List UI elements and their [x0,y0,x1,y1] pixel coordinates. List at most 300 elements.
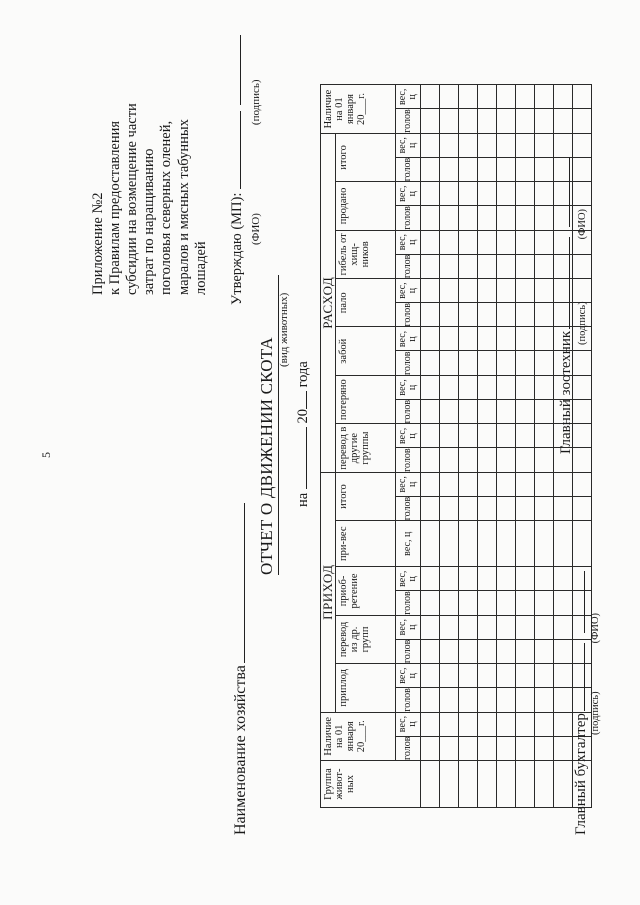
date-year-blank [294,391,307,409]
blank-cell [478,206,497,230]
blank-cell [516,448,535,472]
unit-weight: вес, ц [396,182,421,206]
accountant-signature-caption: (подпись) [590,691,601,735]
blank-cell [497,279,516,303]
accountant-fio-caption: (ФИО) [590,612,601,644]
table-row [478,85,497,808]
income-col-total: итого [336,472,396,520]
blank-cell [459,448,478,472]
expense-col-predators: гибель от хищ-ников [336,230,396,278]
approval-fio-caption: (ФИО) [250,213,262,245]
blank-cell [421,375,440,399]
blank-cell [554,133,573,157]
blank-cell [478,736,497,760]
blank-cell [421,230,440,254]
blank-cell [478,399,497,423]
blank-cell [535,496,554,520]
blank-cell [516,639,535,663]
blank-cell [421,424,440,448]
blank-cell [535,472,554,496]
blank-cell [497,157,516,181]
blank-cell [573,375,592,399]
blank-cell [497,496,516,520]
income-col-transfer-in: перевод из др. групп [336,615,396,663]
blank-cell [516,279,535,303]
blank-cell [421,496,440,520]
blank-cell [516,85,535,109]
livestock-movement-table [320,84,592,808]
accountant-captions [590,613,602,735]
date-day-blank [294,427,307,489]
chief-zootechnician-label: Главный зоотехник [558,330,574,454]
blank-cell [497,303,516,327]
blank-cell [421,472,440,496]
blank-cell [573,448,592,472]
blank-cell [535,85,554,109]
farm-name-label: Наименование хозяйства [232,665,249,835]
blank-cell [421,206,440,230]
blank-cell [459,85,478,109]
blank-cell [573,424,592,448]
blank-cell [497,664,516,688]
blank-cell [554,109,573,133]
blank-cell [421,761,440,808]
blank-cell [516,399,535,423]
unit-head: голов [396,688,421,712]
blank-cell [478,664,497,688]
blank-cell [573,133,592,157]
blank-cell [573,496,592,520]
expense-col-lost: потеряно [336,375,396,423]
blank-cell [535,736,554,760]
blank-cell [459,279,478,303]
blank-cell [516,591,535,615]
unit-weight: вес, ц [396,424,421,448]
chief-accountant-label: Главный бухгалтер [573,713,589,835]
blank-cell [535,230,554,254]
blank-cell [573,109,592,133]
appendix-line: поголовья северных оленей, [158,120,175,295]
blank-cell [421,688,440,712]
income-col-weight-gain: при-вес [336,521,396,567]
blank-cell [535,399,554,423]
blank-cell [421,327,440,351]
blank-cell [497,424,516,448]
blank-cell [440,521,459,567]
blank-cell [516,761,535,808]
blank-cell [440,109,459,133]
unit-head: голов [396,303,421,327]
blank-cell [497,327,516,351]
blank-cell [478,375,497,399]
blank-cell [497,712,516,736]
table-row [459,85,478,808]
income-col-offspring: приплод [336,664,396,712]
blank-cell [440,567,459,591]
blank-cell [535,448,554,472]
blank-cell [573,157,592,181]
blank-cell [440,351,459,375]
blank-cell [440,496,459,520]
blank-cell [478,303,497,327]
unit-head: голов [396,496,421,520]
blank-cell [516,567,535,591]
blank-cell [421,399,440,423]
blank-cell [516,133,535,157]
blank-cell [440,254,459,278]
blank-cell [459,472,478,496]
blank-cell [535,615,554,639]
blank-cell [554,761,573,808]
blank-cell [459,351,478,375]
animal-kind-caption: (вид животных) [278,292,290,367]
zootech-captions [577,209,589,345]
blank-cell [440,736,459,760]
blank-cell [516,615,535,639]
unit-weight: вес, ц [396,664,421,688]
income-header: ПРИХОД [321,472,336,712]
blank-cell [478,448,497,472]
blank-cell [440,615,459,639]
blank-cell [421,109,440,133]
blank-cell [478,688,497,712]
appendix-line: лошадей [192,241,209,295]
blank-cell [440,399,459,423]
blank-cell [459,496,478,520]
blank-cell [421,182,440,206]
blank-cell [497,615,516,639]
unit-head: голов [396,399,421,423]
blank-cell [516,351,535,375]
blank-cell [478,133,497,157]
blank-cell [459,664,478,688]
unit-head: голов [396,351,421,375]
blank-cell [459,303,478,327]
appendix-line: к Правилам предоставления [107,120,124,295]
blank-cell [535,591,554,615]
blank-cell [554,567,573,591]
blank-cell [440,639,459,663]
blank-cell [535,303,554,327]
blank-cell [478,639,497,663]
blank-cell [535,375,554,399]
blank-cell [421,254,440,278]
blank-cell [516,712,535,736]
blank-cell [421,448,440,472]
blank-cell [478,254,497,278]
expense-col-slaughter: забой [336,327,396,375]
blank-cell [497,133,516,157]
date-suffix: года [295,361,311,388]
unit-head: голов [396,448,421,472]
approval-label: Утверждаю (МП): [229,192,245,305]
blank-cell [554,472,573,496]
blank-cell [459,109,478,133]
blank-cell [535,688,554,712]
table-row [535,85,554,808]
expense-col-died: пало [336,279,396,327]
blank-cell [535,351,554,375]
blank-cell [440,230,459,254]
blank-cell [459,736,478,760]
blank-cell [516,182,535,206]
opening-balance-header: Наличие на 01 января 20___г. [321,712,396,760]
approval-captions [250,79,263,245]
blank-cell [554,591,573,615]
blank-cell [459,424,478,448]
blank-cell [535,567,554,591]
blank-cell [440,448,459,472]
blank-cell [459,182,478,206]
unit-head: голов [396,206,421,230]
blank-cell [459,639,478,663]
chief-zootechnician-line [557,157,575,454]
blank-cell [573,472,592,496]
blank-cell [421,279,440,303]
blank-cell [440,85,459,109]
blank-cell [516,664,535,688]
appendix-line: маралов и мясных табунных [175,119,192,295]
blank-cell [554,639,573,663]
blank-cell [535,424,554,448]
blank-cell [478,109,497,133]
blank-cell [497,736,516,760]
table-row [440,85,459,808]
blank-cell [497,688,516,712]
blank-cell [516,109,535,133]
blank-cell [459,230,478,254]
blank-cell [421,567,440,591]
blank-cell [440,133,459,157]
blank-cell [516,736,535,760]
unit-weight: вес, ц [396,375,421,399]
blank-cell [573,399,592,423]
blank-cell [478,182,497,206]
report-title: ОТЧЕТ О ДВИЖЕНИИ СКОТА [257,337,276,575]
blank-cell [497,521,516,567]
blank-cell [497,351,516,375]
page-number: 5 [39,452,53,458]
blank-cell [516,157,535,181]
unit-weight: вес, ц [396,615,421,639]
blank-cell [421,521,440,567]
zootech-signature-blank [557,237,570,329]
expense-header: РАСХОД [321,133,336,472]
blank-cell [440,761,459,808]
blank-cell [459,157,478,181]
blank-cell [535,133,554,157]
blank-cell [459,206,478,230]
blank-cell [478,230,497,254]
zootech-fio-blank [557,157,570,227]
unit-head: голов [396,109,421,133]
blank-cell [478,761,497,808]
blank-cell [497,448,516,472]
blank-cell [440,712,459,736]
blank-cell [440,591,459,615]
blank-cell [497,109,516,133]
approval-line [228,35,246,305]
blank-cell [421,85,440,109]
expense-col-sold: продано [336,182,396,230]
blank-cell [497,639,516,663]
blank-cell [554,664,573,688]
date-prefix: на [295,492,311,507]
blank-cell [478,327,497,351]
report-date-line [294,361,312,507]
blank-cell [573,182,592,206]
blank-cell [478,496,497,520]
table-row [421,85,440,808]
blank-cell [516,424,535,448]
blank-cell [554,496,573,520]
closing-balance-header: Наличие на 01 января 20___г. [321,85,396,133]
blank-cell [421,712,440,736]
accountant-fio-blank [572,571,585,633]
blank-cell [554,688,573,712]
approval-fio-blank [228,111,241,189]
blank-cell [516,472,535,496]
blank-cell [459,327,478,351]
appendix-line: субсидии на возмещение части [124,103,141,295]
blank-cell [459,254,478,278]
blank-cell [516,206,535,230]
blank-cell [440,424,459,448]
blank-cell [497,230,516,254]
blank-cell [459,615,478,639]
unit-head: голов [396,157,421,181]
blank-cell [554,736,573,760]
blank-cell [421,303,440,327]
blank-cell [497,375,516,399]
unit-weight: вес, ц [396,327,421,351]
blank-cell [459,375,478,399]
blank-cell [497,472,516,496]
blank-cell [497,254,516,278]
blank-cell [516,254,535,278]
blank-cell [535,182,554,206]
approval-signature-blank [228,35,241,105]
blank-cell [478,351,497,375]
blank-cell [535,206,554,230]
group-header: Группа живот-ных [321,761,421,808]
blank-cell [459,567,478,591]
blank-cell [478,591,497,615]
blank-cell [478,424,497,448]
blank-cell [497,85,516,109]
blank-cell [535,521,554,567]
zootech-fio-caption: (ФИО) [577,208,588,240]
blank-cell [554,615,573,639]
blank-cell [421,591,440,615]
blank-cell [421,639,440,663]
date-year-prefix: 20 [295,409,311,424]
appendix-line: Приложение №2 [90,192,106,295]
unit-weight: вес, ц [396,567,421,591]
table-row [497,85,516,808]
blank-cell [535,254,554,278]
unit-weight: вес, ц [396,712,421,736]
blank-cell [573,351,592,375]
blank-cell [459,712,478,736]
blank-cell [440,206,459,230]
blank-cell [459,133,478,157]
blank-cell [421,664,440,688]
blank-cell [497,206,516,230]
blank-cell [516,521,535,567]
blank-cell [535,664,554,688]
blank-cell [440,375,459,399]
blank-cell [478,567,497,591]
blank-cell [516,375,535,399]
blank-cell [459,761,478,808]
appendix-heading [90,0,210,295]
blank-cell [478,85,497,109]
blank-cell [421,157,440,181]
blank-cell [516,496,535,520]
blank-cell [478,279,497,303]
blank-cell [459,591,478,615]
blank-cell [535,157,554,181]
blank-cell [478,521,497,567]
farm-name-blank [230,503,245,663]
table-row [516,85,535,808]
blank-cell [440,279,459,303]
blank-cell [440,327,459,351]
blank-cell [421,736,440,760]
blank-cell [478,472,497,496]
blank-cell [535,639,554,663]
blank-cell [497,761,516,808]
blank-cell [516,303,535,327]
appendix-line: затрат по наращиванию [141,148,158,295]
blank-cell [478,615,497,639]
unit-head: голов [396,639,421,663]
unit-head: голов [396,591,421,615]
farm-name-field [230,503,250,835]
blank-cell [459,399,478,423]
unit-head: голов [396,736,421,760]
unit-weight: вес, ц [396,133,421,157]
blank-cell [459,521,478,567]
blank-cell [554,85,573,109]
blank-cell [535,109,554,133]
blank-cell [478,712,497,736]
blank-cell [554,712,573,736]
approval-signature-caption: (подпись) [250,79,262,126]
income-col-purchase: приоб-ретение [336,567,396,615]
blank-cell [421,133,440,157]
blank-cell [440,182,459,206]
blank-cell [516,327,535,351]
unit-weight: вес, ц [396,472,421,496]
blank-cell [497,567,516,591]
accountant-signature-blank [572,643,585,711]
chief-accountant-line [572,571,590,835]
blank-cell [440,157,459,181]
blank-cell [535,279,554,303]
blank-cell [421,351,440,375]
blank-cell [573,521,592,567]
blank-cell [440,472,459,496]
zootech-signature-caption: (подпись) [577,301,588,345]
blank-cell [478,157,497,181]
unit-weight: вес, ц [396,521,421,567]
blank-cell [440,664,459,688]
blank-cell [516,688,535,712]
blank-cell [440,303,459,327]
blank-cell [535,712,554,736]
